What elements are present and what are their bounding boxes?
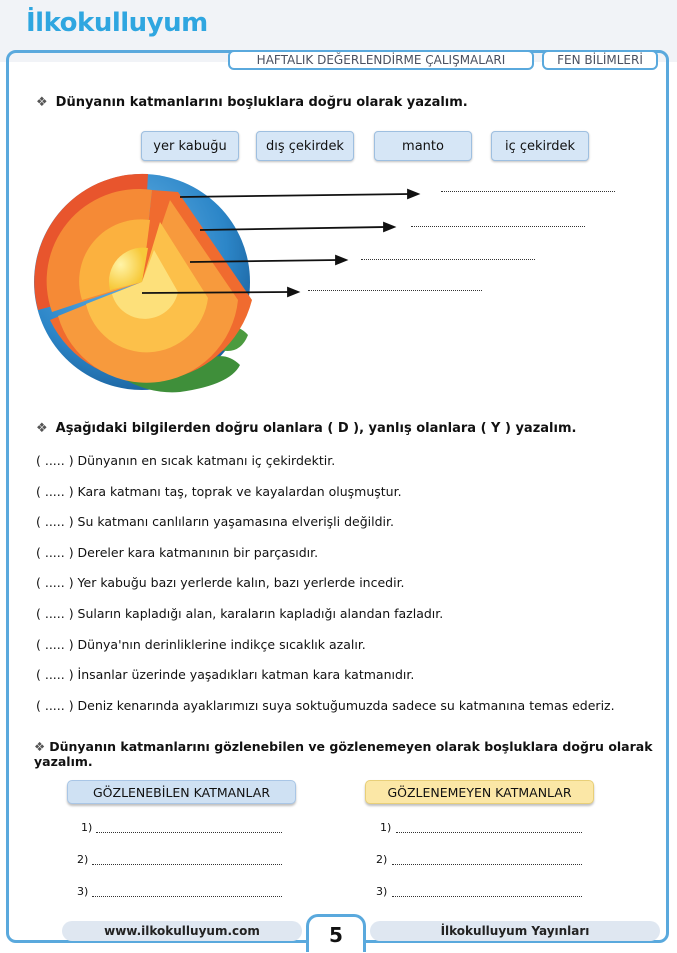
statement-3: ( ..... ) Su katmanı canlıların yaşamasına elverişli değildir. <box>36 514 394 529</box>
unobs-line-2[interactable] <box>392 864 582 865</box>
diamond-bullet-icon: ❖ <box>36 421 48 436</box>
logo: İlkokulluyum <box>26 8 208 38</box>
unobs-num-1: 1) <box>380 821 392 834</box>
obs-num-2: 2) <box>77 853 89 866</box>
statement-8: ( ..... ) İnsanlar üzerinde yaşadıkları katman kara katmanıdır. <box>36 667 415 682</box>
diamond-bullet-icon: ❖ <box>36 95 48 110</box>
obs-line-3[interactable] <box>92 896 282 897</box>
chip-ic-cekirdek: iç çekirdek <box>491 131 589 161</box>
answer-line-1[interactable] <box>441 191 615 192</box>
chip-yer-kabugu: yer kabuğu <box>141 131 239 161</box>
unobs-line-1[interactable] <box>396 832 582 833</box>
unobservable-header: GÖZLENEMEYEN KATMANLAR <box>365 780 594 804</box>
answer-line-3[interactable] <box>361 259 535 260</box>
unobs-num-3: 3) <box>376 885 388 898</box>
obs-num-3: 3) <box>77 885 89 898</box>
answer-line-2[interactable] <box>411 226 585 227</box>
section1-instruction-text: Dünyanın katmanlarını boşluklara doğru olarak yazalım. <box>55 95 468 110</box>
section2-instruction-text: Aşağıdaki bilgilerden doğru olanlara ( D ), yanlış olanlara ( Y ) yazalım. <box>55 421 577 436</box>
footer-website[interactable]: www.ilkokulluyum.com <box>62 921 302 941</box>
page-number: 5 <box>306 914 366 952</box>
obs-line-2[interactable] <box>92 864 282 865</box>
obs-line-1[interactable] <box>96 832 282 833</box>
earth-layers-diagram <box>30 170 460 405</box>
arrow-1 <box>180 194 410 197</box>
section2-instruction <box>36 421 576 436</box>
section3-instruction-text: Dünyanın katmanlarını gözlenebilen ve gözlenemeyen olarak boşluklara doğru olarak yazalım. <box>34 739 653 769</box>
arrow-4 <box>142 292 290 293</box>
subject-label: FEN BİLİMLERİ <box>542 50 658 70</box>
chip-dis-cekirdek: dış çekirdek <box>256 131 354 161</box>
section3-instruction <box>34 739 677 769</box>
worksheet-title: HAFTALIK DEĞERLENDİRME ÇALIŞMALARI <box>228 50 534 70</box>
obs-num-1: 1) <box>81 821 93 834</box>
observable-header: GÖZLENEBİLEN KATMANLAR <box>67 780 296 804</box>
statement-5: ( ..... ) Yer kabuğu bazı yerlerde kalın, bazı yerlerde incedir. <box>36 575 405 590</box>
statement-7: ( ..... ) Dünya'nın derinliklerine indikçe sıcaklık azalır. <box>36 637 366 652</box>
diamond-bullet-icon: ❖ <box>34 739 46 754</box>
statement-4: ( ..... ) Dereler kara katmanının bir parçasıdır. <box>36 545 319 560</box>
unobs-line-3[interactable] <box>392 896 582 897</box>
statement-2: ( ..... ) Kara katmanı taş, toprak ve kayalardan oluşmuştur. <box>36 484 402 499</box>
statement-6: ( ..... ) Suların kapladığı alan, karaların kapladığı alandan fazladır. <box>36 606 444 621</box>
statement-1: ( ..... ) Dünyanın en sıcak katmanı iç çekirdektir. <box>36 453 336 468</box>
answer-line-4[interactable] <box>308 290 482 291</box>
footer-publisher: İlkokulluyum Yayınları <box>370 921 660 941</box>
unobs-num-2: 2) <box>376 853 388 866</box>
statement-9: ( ..... ) Deniz kenarında ayaklarımızı suya soktuğumuzda sadece su katmanına temas ederiz. <box>36 698 615 713</box>
chip-manto: manto <box>374 131 472 161</box>
section1-instruction <box>36 95 468 110</box>
